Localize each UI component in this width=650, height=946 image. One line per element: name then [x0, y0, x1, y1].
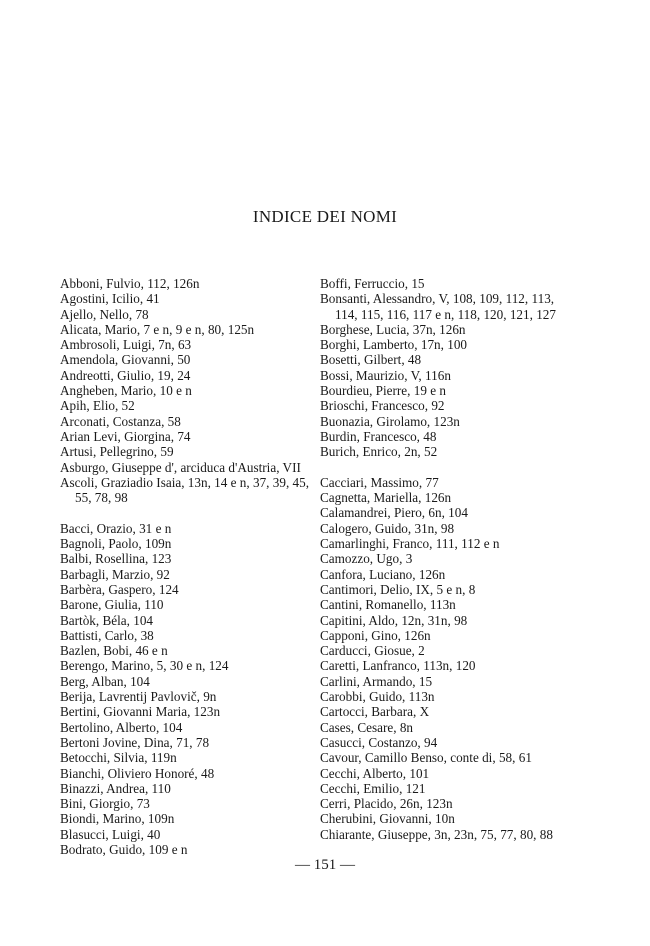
index-entry: Bartòk, Béla, 104 [60, 612, 154, 628]
index-entry: Canfora, Luciano, 126n [320, 566, 446, 582]
index-entry: Angheben, Mario, 10 e n [60, 383, 192, 399]
index-entry: Bagnoli, Paolo, 109n [60, 536, 172, 552]
index-entry: Berija, Lavrentij Pavlovič, 9n [60, 689, 217, 705]
index-entry: Balbi, Rosellina, 123 [60, 551, 172, 567]
index-entry: Barbèra, Gaspero, 124 [60, 581, 179, 597]
index-entry: Buonazia, Girolamo, 123n [320, 413, 460, 429]
index-entry: Bossi, Maurizio, V, 116n [320, 367, 451, 383]
index-entry: Andreotti, Giulio, 19, 24 [60, 367, 191, 383]
index-entry: Camozzo, Ugo, 3 [320, 551, 413, 567]
index-entry: Ajello, Nello, 78 [60, 306, 149, 322]
letter-group-separator [60, 505, 322, 520]
index-entry: Calogero, Guido, 31n, 98 [320, 520, 455, 536]
index-entry: Binazzi, Andrea, 110 [60, 780, 171, 796]
index-entry: Amendola, Giovanni, 50 [60, 352, 191, 368]
index-entry: Calamandrei, Piero, 6n, 104 [320, 505, 468, 521]
index-entry: Agostini, Icilio, 41 [60, 291, 160, 307]
index-entry: Brioschi, Francesco, 92 [320, 398, 445, 414]
index-entry: Cacciari, Massimo, 77 [320, 474, 439, 490]
page-title: INDICE DEI NOMI [252, 207, 398, 226]
index-entry: Ambrosoli, Luigi, 7n, 63 [60, 337, 192, 353]
index-entry: Bazlen, Bobi, 46 e n [60, 643, 168, 659]
index-entry: Cerri, Placido, 26n, 123n [320, 796, 453, 812]
index-entry: Cavour, Camillo Benso, conte di, 58, 61 [320, 750, 532, 766]
index-entry: Borghi, Lamberto, 17n, 100 [320, 337, 468, 353]
index-entry: Artusi, Pellegrino, 59 [60, 444, 174, 460]
index-entry: Ascoli, Graziadio Isaia, 13n, 14 e n, 37, 39, 45, 55, 78, 98 [60, 474, 310, 506]
index-entry: Caretti, Lanfranco, 113n, 120 [320, 658, 476, 674]
index-entry: Carlini, Armando, 15 [320, 673, 433, 689]
index-entry: Bertoni Jovine, Dina, 71, 78 [60, 734, 210, 750]
index-entry: Capitini, Aldo, 12n, 31n, 98 [320, 612, 468, 628]
index-column-left [60, 276, 322, 857]
index-entry: Battisti, Carlo, 38 [60, 627, 154, 643]
index-entry: Barone, Giulia, 110 [60, 597, 164, 613]
index-entry: Cantimori, Delio, IX, 5 e n, 8 [320, 581, 476, 597]
index-entry: Casucci, Costanzo, 94 [320, 734, 438, 750]
index-entry: Borghese, Lucia, 37n, 126n [320, 321, 466, 337]
index-entry: Chiarante, Giuseppe, 3n, 23n, 75, 77, 80, 88 [320, 826, 553, 842]
index-entry: Berg, Alban, 104 [60, 673, 150, 689]
index-entry: Cherubini, Giovanni, 10n [320, 811, 455, 827]
index-entry: Capponi, Gino, 126n [320, 627, 431, 643]
index-entry: Bosetti, Gilbert, 48 [320, 352, 422, 368]
index-entry: Cartocci, Barbara, X [320, 704, 430, 720]
index-entry: Bacci, Orazio, 31 e n [60, 520, 172, 536]
index-entry: Bertini, Giovanni Maria, 123n [60, 704, 221, 720]
index-entry: Blasucci, Luigi, 40 [60, 826, 161, 842]
index-entry: Arian Levi, Giorgina, 74 [60, 428, 191, 444]
index-entry: Bertolino, Alberto, 104 [60, 719, 183, 735]
index-entry: Burich, Enrico, 2n, 52 [320, 444, 438, 460]
index-column-right [320, 276, 572, 842]
index-entry: Boffi, Ferruccio, 15 [320, 276, 425, 291]
index-entry: Burdin, Francesco, 48 [320, 428, 437, 444]
index-entry: Asburgo, Giuseppe d', arciduca d'Austria, VII [60, 459, 301, 475]
index-entry: Cecchi, Alberto, 101 [320, 765, 430, 781]
index-entry: Barbagli, Marzio, 92 [60, 566, 170, 582]
index-entry: Abboni, Fulvio, 112, 126n [60, 276, 200, 291]
page-number: — 151 — [295, 857, 355, 873]
index-entry: Bonsanti, Alessandro, V, 108, 109, 112, 113, 114, 115, 116, 117 e n, 118, 120, 121, 127 [320, 291, 556, 322]
index-entry: Cantini, Romanello, 113n [320, 597, 456, 613]
index-entry: Alicata, Mario, 7 e n, 9 e n, 80, 125n [60, 321, 255, 337]
index-entry: Apih, Elio, 52 [60, 398, 135, 414]
index-entry: Bianchi, Oliviero Honoré, 48 [60, 765, 215, 781]
index-entry: Carobbi, Guido, 113n [320, 689, 435, 705]
index-entry: Bourdieu, Pierre, 19 e n [320, 383, 446, 399]
index-entry: Cecchi, Emilio, 121 [320, 780, 426, 796]
index-entry: Betocchi, Silvia, 119n [60, 750, 177, 766]
index-entry: Bini, Giorgio, 73 [60, 796, 150, 812]
index-entry: Biondi, Marino, 109n [60, 811, 175, 827]
index-entry: Cases, Cesare, 8n [320, 719, 414, 735]
index-entry: Bodrato, Guido, 109 e n [60, 841, 188, 857]
index-entry: Berengo, Marino, 5, 30 e n, 124 [60, 658, 229, 674]
index-entry: Carducci, Giosue, 2 [320, 643, 425, 659]
index-entry: Cagnetta, Mariella, 126n [320, 490, 452, 506]
index-entry: Camarlinghi, Franco, 111, 112 e n [320, 536, 500, 552]
index-entry: Arconati, Costanza, 58 [60, 413, 181, 429]
letter-group-separator [320, 460, 572, 475]
